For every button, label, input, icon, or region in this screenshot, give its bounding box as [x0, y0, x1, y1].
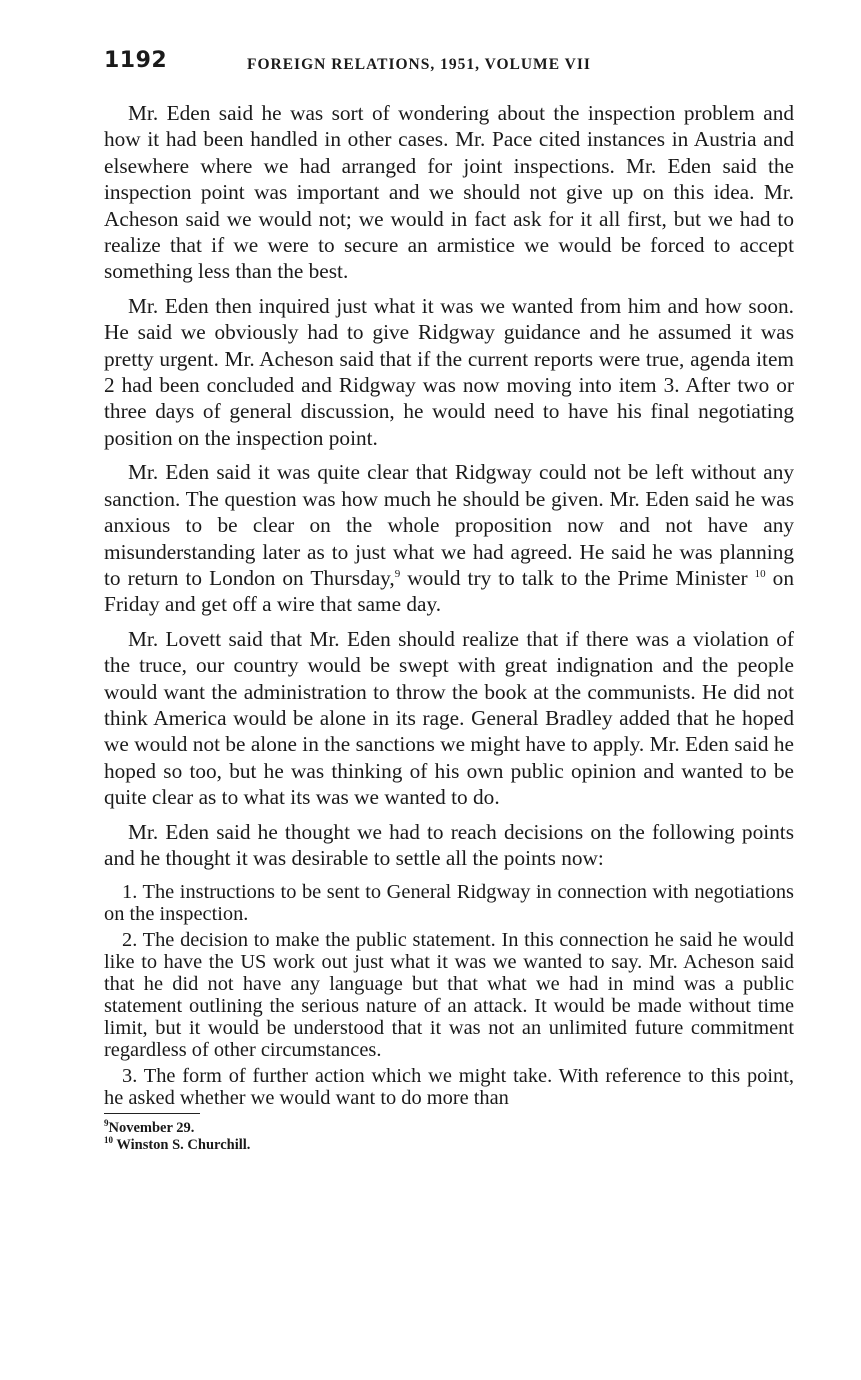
numbered-list	[104, 881, 794, 1109]
list-item: 1. The instructions to be sent to General Ridgway in connection with negotiations on the inspection.	[104, 881, 794, 926]
running-head	[104, 48, 794, 82]
paragraph-with-footnotes	[104, 459, 794, 617]
footnote-text: November 29.	[108, 1120, 195, 1137]
footnote-text: Winston S. Churchill.	[116, 1137, 251, 1154]
paragraph-text: on Friday and get off a wire that same day.	[104, 565, 794, 617]
document-page	[104, 48, 794, 1154]
paragraph-text: Mr. Eden said it was quite clear that Ridgway could not be left without any sanction. The question was how much he should be given. Mr. Eden said he was anxious to be clear on the whole proposition now and not have any misunderstanding later as to just what we had agreed. He said he was planning to return to London on Thursday,	[104, 460, 794, 590]
footnote-marker: 10	[104, 1135, 113, 1146]
footnote	[104, 1120, 794, 1137]
footnote-ref: 9	[394, 567, 401, 580]
footnotes	[104, 1120, 794, 1154]
paragraph: Mr. Lovett said that Mr. Eden should realize that if there was a violation of the truce, our country would be swept with great indignation and the people would want the administration to throw the book at the communists. He did not think America would be alone in its rage. General Bradley added that he hoped we would not be alone in the sanctions we might have to apply. Mr. Eden said he hoped so too, but he was thinking of his own public opinion and wanted to be quite clear as to what its was we wanted to do.	[104, 626, 794, 810]
paragraph: Mr. Eden said he thought we had to reach decisions on the following points and he thought it was desirable to settle all the points now:	[104, 819, 794, 870]
body-text	[104, 100, 794, 871]
footnote-ref: 10	[754, 567, 766, 580]
paragraph: Mr. Eden said he was sort of wondering about the inspection problem and how it had been handled in other cases. Mr. Pace cited instances in Austria and elsewhere where we had arranged for joint inspections. Mr. Eden said the inspection point was important and we should not give up on this idea. Mr. Acheson said we would not; we would in fact ask for it all first, but we had to realize that if we were to secure an armistice we would be forced to accept something less than the best.	[104, 101, 794, 284]
paragraph-text: would try to talk to the Prime Minister	[400, 565, 755, 590]
list-item: 2. The decision to make the public statement. In this connection he said he would like to have the US work out just what it was we wanted to say. Mr. Acheson said that he did not have any language but that what we had in mind was a public statement outlining the serious nature of an attack. It would be made without time limit, but it would be understood that it was not an unlimited future commitment regardless of other circumstances.	[104, 929, 794, 1062]
footnote-divider	[104, 1113, 200, 1114]
paragraph: Mr. Eden then inquired just what it was we wanted from him and how soon. He said we obviously had to give Ridgway guidance and he assumed it was pretty urgent. Mr. Acheson said that if the current reports were true, agenda item 2 had been concluded and Ridgway was now moving into item 3. After two or three days of general discussion, he would need to have his final negotiating position on the inspection point.	[104, 293, 794, 450]
list-item: 3. The form of further action which we might take. With reference to this point, he asked whether we would want to do more than	[104, 1065, 794, 1110]
footnote-marker: 9	[104, 1118, 109, 1129]
page-number: 1192	[104, 48, 168, 73]
footnote	[104, 1137, 794, 1154]
page-header-title: FOREIGN RELATIONS, 1951, VOLUME VII	[247, 56, 591, 73]
